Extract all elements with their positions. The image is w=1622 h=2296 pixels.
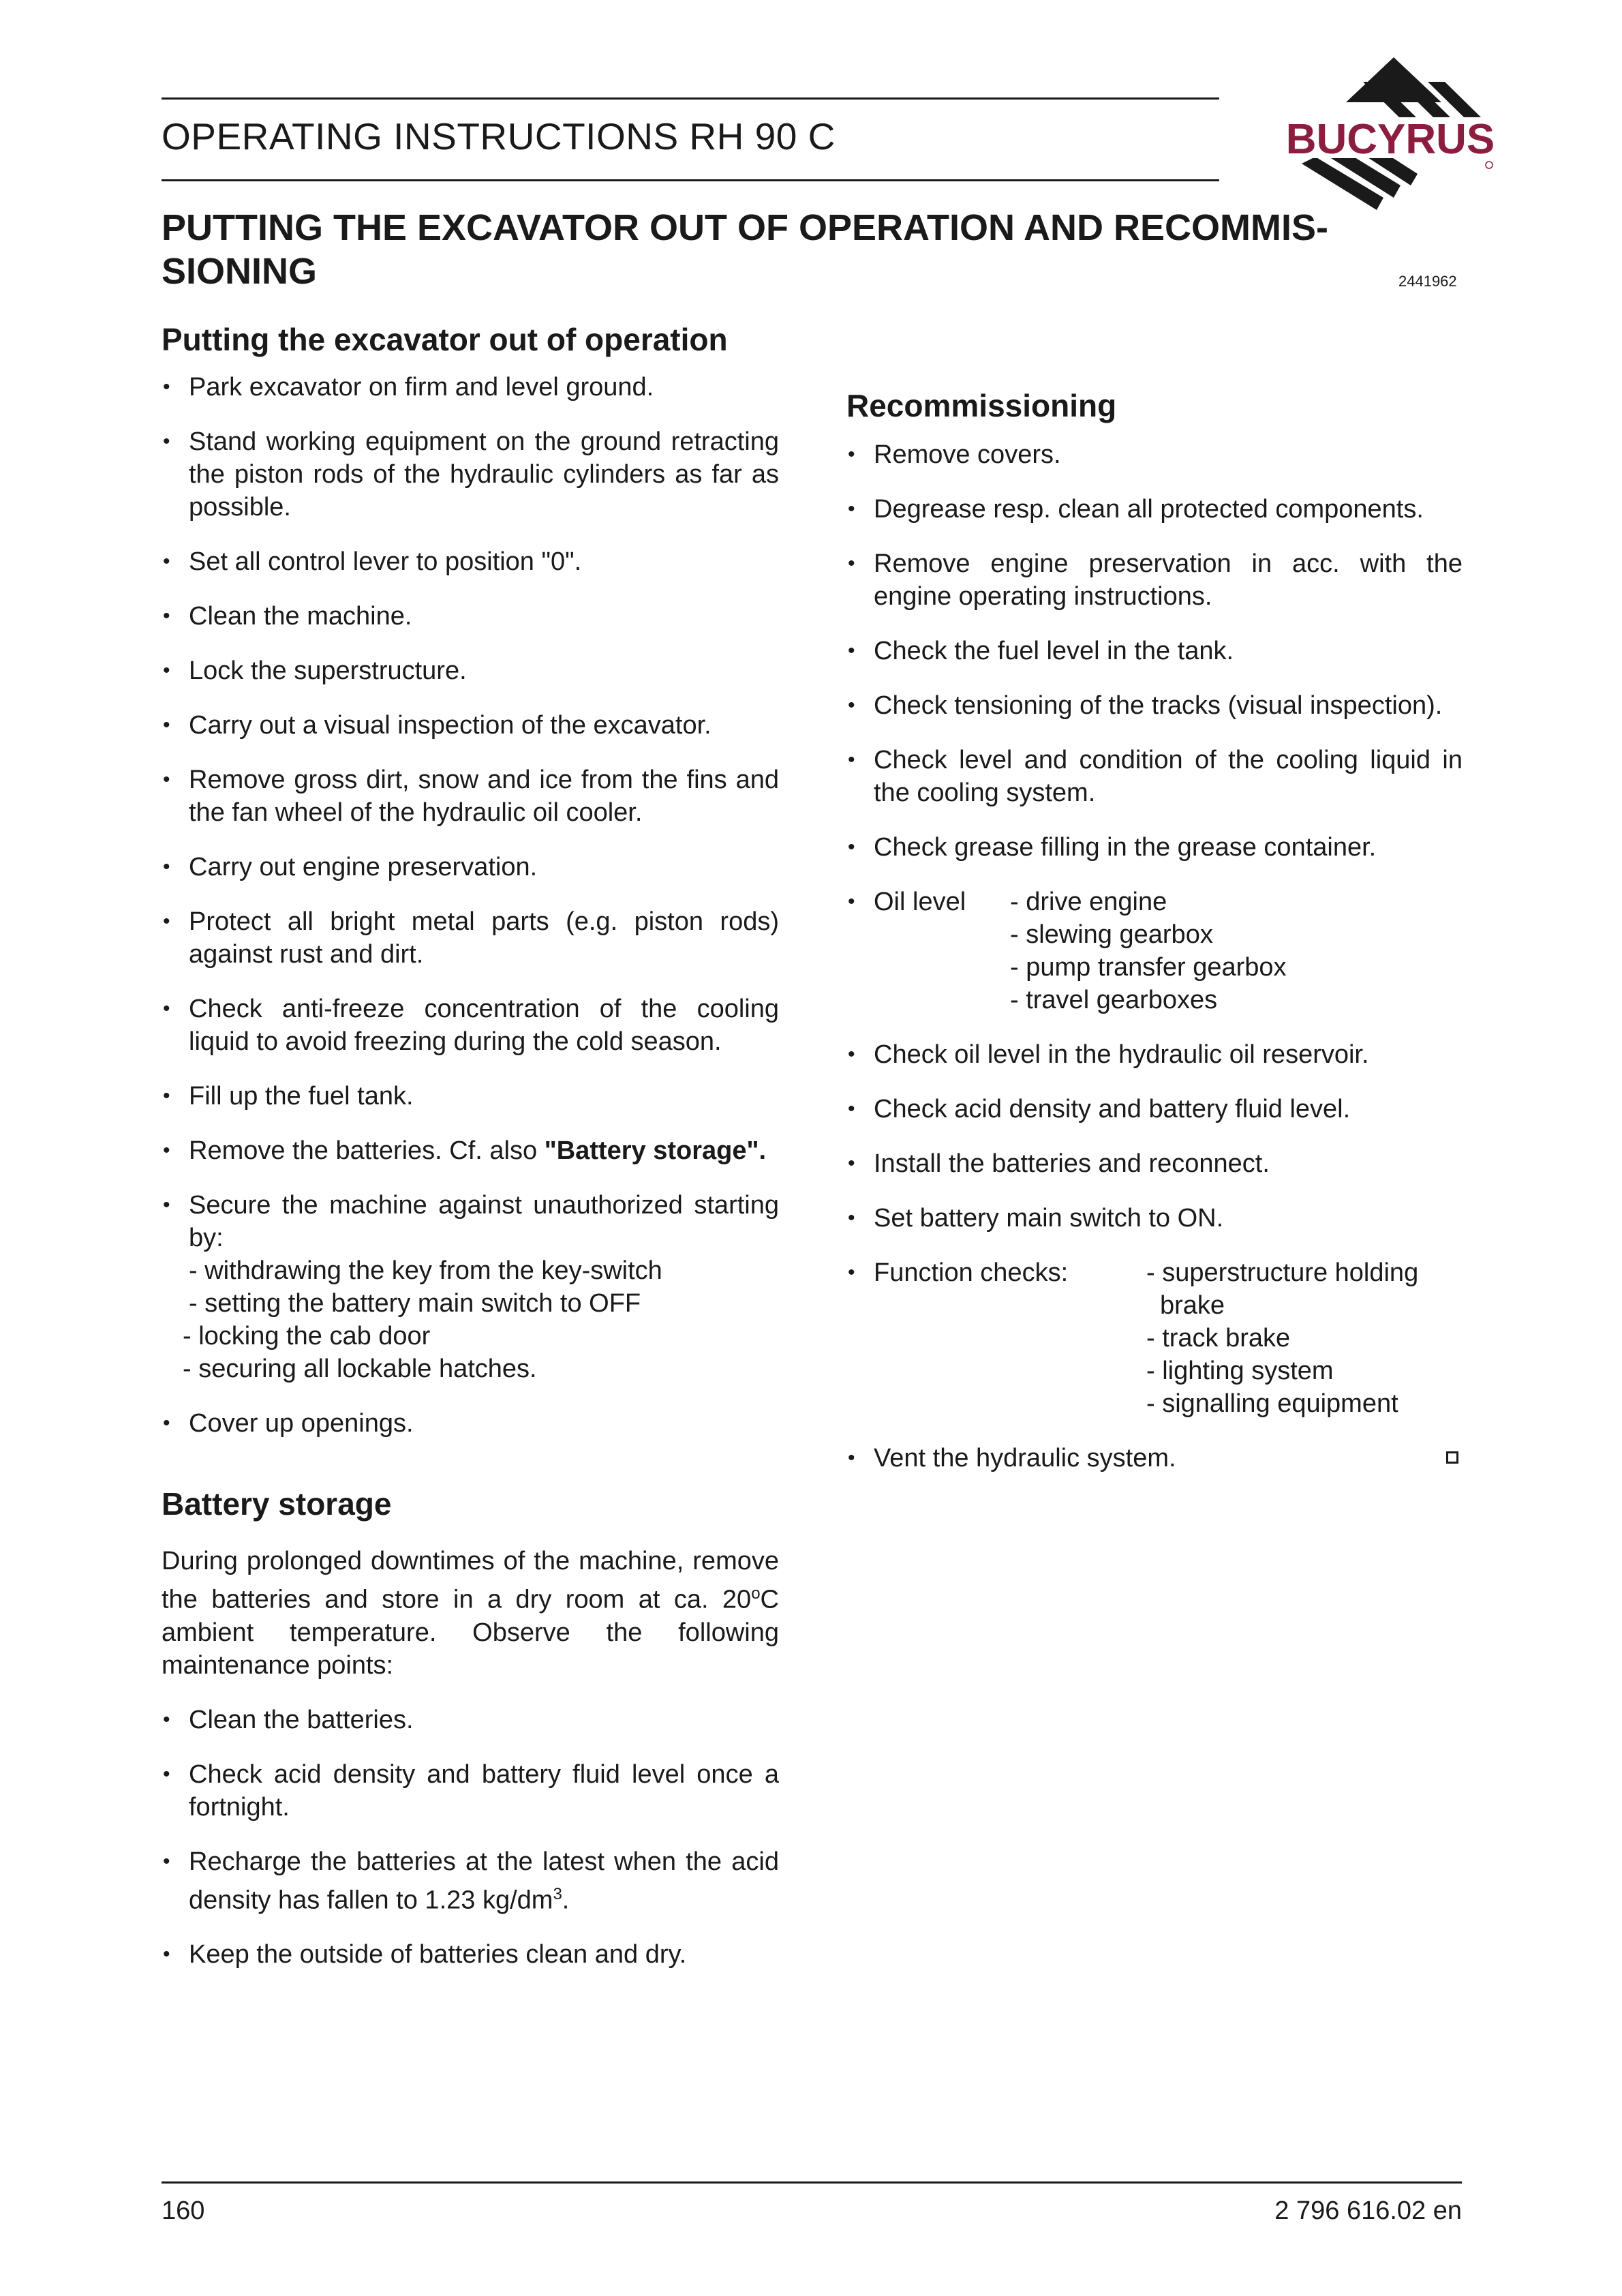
function-checks-group (874, 1256, 1463, 1420)
list-item-oil-level (846, 886, 1463, 1016)
oil-level-value: - slewing gearbox (1010, 920, 1213, 949)
list-item: • Remove covers. (846, 438, 1463, 471)
out-of-operation-list (162, 371, 779, 1440)
list-item: • Keep the outside of batteries clean and dry. (162, 1938, 779, 1971)
superscript: 3 (553, 1884, 562, 1903)
list-item: • Check grease filling in the grease container. (846, 831, 1463, 864)
right-column (846, 385, 1463, 1475)
document-code: 2 796 616.02 en (1274, 2196, 1462, 2225)
header-bottom-rule (162, 179, 1219, 181)
list-item: • Protect all bright metal parts (e.g. piston rods) against rust and dirt. (162, 905, 779, 971)
list-item-text: Secure the machine against unauthorized starting by: (189, 1191, 779, 1252)
list-item: • Degrease resp. clean all protected components. (846, 493, 1463, 526)
oil-level-value: - travel gearboxes (1010, 986, 1218, 1014)
list-item: • Check tensioning of the tracks (visual inspection). (846, 689, 1463, 722)
superscript: o (751, 1584, 761, 1603)
svg-text:BUCYRUS: BUCYRUS (1285, 116, 1495, 163)
oil-level-value: - drive engine (1010, 888, 1167, 916)
footer-rule (162, 2181, 1462, 2184)
page-number: 160 (162, 2196, 205, 2225)
bucyrus-logo (1261, 55, 1520, 211)
list-item-text: . (562, 1886, 570, 1915)
list-item-text: Vent the hydraulic system. (874, 1444, 1176, 1472)
function-check-value: - superstructure holding (1146, 1258, 1419, 1287)
header-title: OPERATING INSTRUCTIONS RH 90 C (162, 115, 836, 157)
battery-storage-list (162, 1704, 779, 1972)
list-item: • Check level and condition of the cooling liquid in the cooling system. (846, 744, 1463, 809)
battery-storage-paragraph (162, 1545, 779, 1682)
section-heading-recommissioning: Recommissioning (846, 388, 1117, 423)
battery-storage-reference: "Battery storage". (544, 1136, 767, 1165)
function-check-value: - lighting system (1146, 1357, 1334, 1385)
list-item: • Check oil level in the hydraulic oil reservoir. (846, 1038, 1463, 1071)
list-item-text: Remove the batteries. Cf. also (189, 1136, 545, 1165)
function-checks-values (1146, 1256, 1418, 1420)
oil-level-group (874, 886, 1463, 1016)
list-item: • Install the batteries and reconnect. (846, 1147, 1463, 1180)
oil-level-label: • Oil level (874, 888, 966, 916)
list-item: • Carry out a visual inspection of the excavator. (162, 709, 779, 742)
sub-item: - setting the battery main switch to OFF (189, 1289, 641, 1318)
function-check-value: brake (1160, 1291, 1225, 1320)
list-item-vent (846, 1442, 1463, 1475)
list-item-text: Recharge the batteries at the latest when the acid density has fallen to 1.23 kg/dm (189, 1847, 779, 1915)
list-item: • Carry out engine preservation. (162, 851, 779, 883)
list-item: • Check the fuel level in the tank. (846, 635, 1463, 667)
list-item-secure-machine (162, 1189, 779, 1385)
document-number: 2441962 (1398, 273, 1457, 290)
list-item-recharge (162, 1845, 779, 1917)
list-item: • Cover up openings. (162, 1407, 779, 1440)
recommissioning-list (846, 438, 1463, 1475)
header-top-rule (162, 97, 1219, 100)
paragraph-text: C ambient temperature. Observe the following maintenance points: (162, 1585, 779, 1680)
section-heading-out-of-operation: Putting the excavator out of operation (162, 322, 728, 357)
list-item: • Check anti-freeze concentration of the cooling liquid to avoid freezing during the cold season. (162, 993, 779, 1058)
list-item: • Lock the superstructure. (162, 654, 779, 687)
page-title: PUTTING THE EXCAVATOR OUT OF OPERATION AND RECOMMISSIONING (162, 207, 1328, 292)
list-item: • Fill up the fuel tank. (162, 1080, 779, 1113)
oil-level-value: - pump transfer gearbox (1010, 953, 1287, 982)
list-item: • Stand working equipment on the ground retracting the piston rods of the hydraulic cylinders as far as possible. (162, 425, 779, 524)
list-item: • Remove gross dirt, snow and ice from the fins and the fan wheel of the hydraulic oil cooler. (162, 764, 779, 829)
list-item: • Check acid density and battery fluid level. (846, 1093, 1463, 1126)
function-check-value: - track brake (1146, 1324, 1291, 1353)
list-item: • Check acid density and battery fluid level once a fortnight. (162, 1758, 779, 1824)
list-item: • Set battery main switch to ON. (846, 1202, 1463, 1235)
sub-item: - withdrawing the key from the key-switch (189, 1256, 662, 1285)
list-item-function-checks (846, 1256, 1463, 1420)
list-item: • Park excavator on firm and level ground. (162, 371, 779, 404)
sub-item: - securing all lockable hatches. (183, 1355, 537, 1383)
list-item: • Remove engine preservation in acc. with the engine operating instructions. (846, 547, 1463, 613)
function-checks-label: • Function checks: (874, 1258, 1069, 1287)
list-item: • Clean the batteries. (162, 1704, 779, 1736)
left-column (162, 319, 779, 1971)
paragraph-text: During prolonged downtimes of the machine, remove the batteries and store in a dry room at ca. 20 (162, 1547, 779, 1614)
section-heading-battery-storage: Battery storage (162, 1486, 392, 1522)
function-check-value: - signalling equipment (1146, 1389, 1398, 1418)
sub-item: - locking the cab door (183, 1322, 431, 1350)
end-of-section-square-icon (1446, 1451, 1458, 1464)
list-item: • Set all control lever to position "0". (162, 545, 779, 578)
list-item-remove-batteries (162, 1134, 779, 1167)
list-item: • Clean the machine. (162, 600, 779, 633)
oil-level-values (1010, 886, 1287, 1016)
